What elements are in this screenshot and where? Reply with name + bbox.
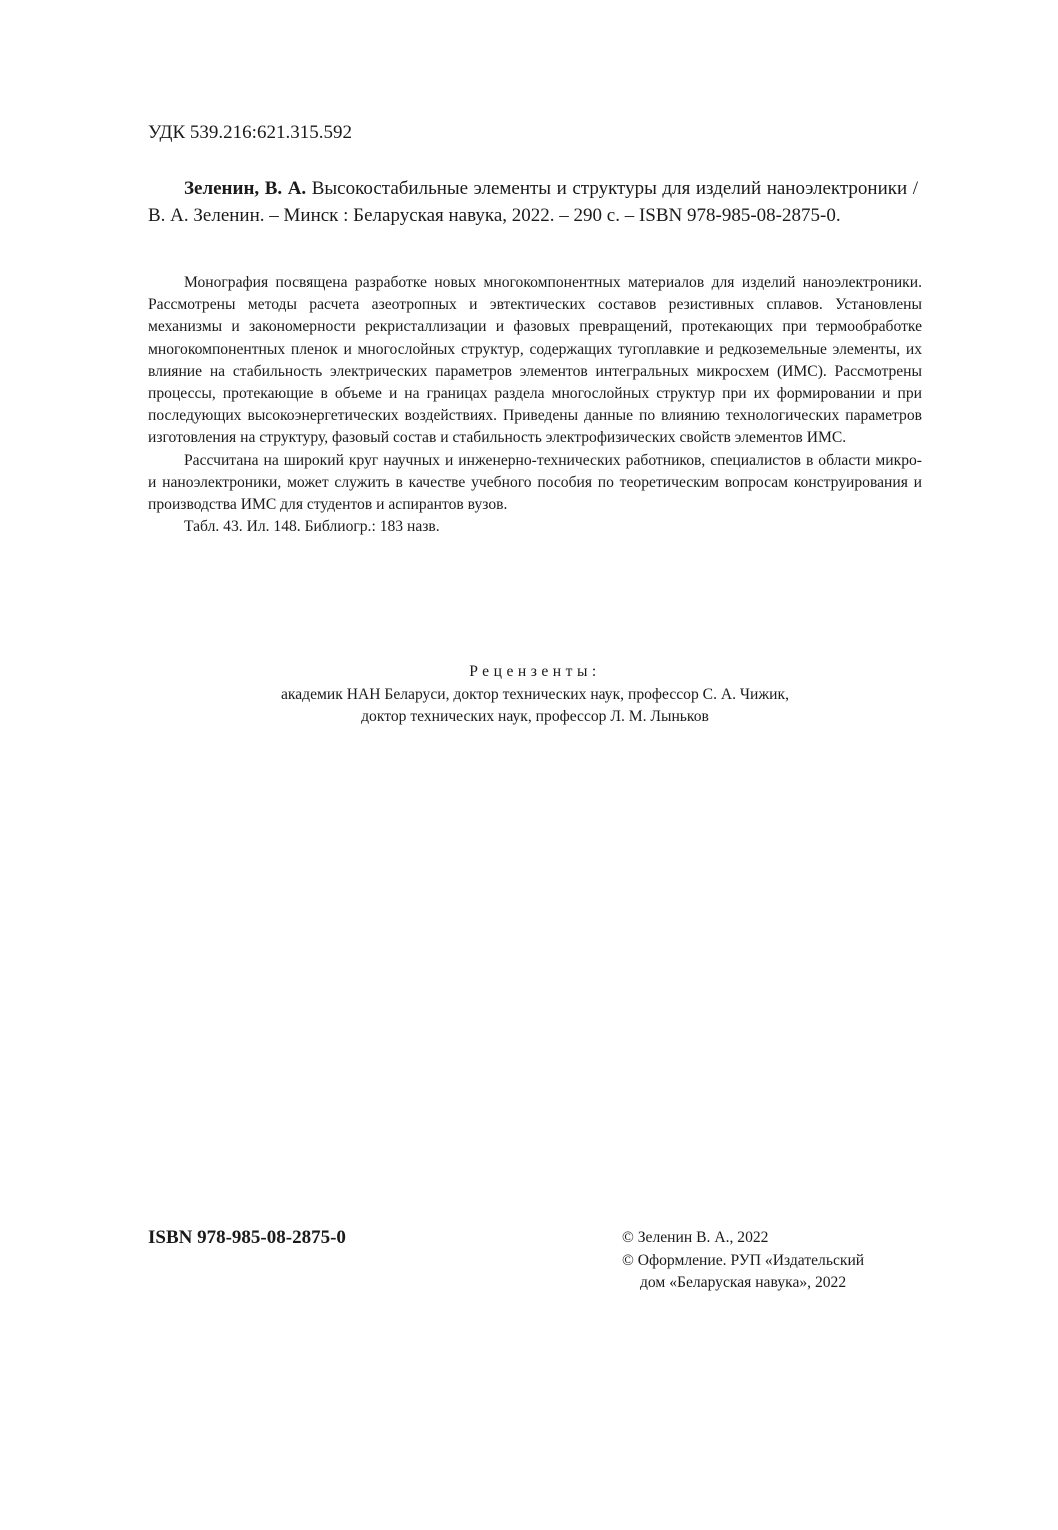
abstract-paragraph-3: Табл. 43. Ил. 148. Библиогр.: 183 назв. xyxy=(184,518,440,536)
isbn: ISBN 978-985-08-2875-0 xyxy=(148,1227,346,1248)
bibliographic-record xyxy=(148,175,918,229)
abstract xyxy=(148,272,922,538)
copyright-design: © Оформление. РУП «Издательский xyxy=(622,1251,865,1269)
copyright-block xyxy=(622,1227,864,1295)
author-name: Зеленин, В. А. xyxy=(184,178,307,199)
reviewers-heading: Рецензенты: xyxy=(469,663,601,680)
abstract-paragraph-1: Монография посвящена разработке новых многокомпонентных материалов для изделий наноэлектроники. Рассмотрены методы расчета азеотропных и эвтектических составов резистивных сплавов. Установлены механизмы и закономерности рекристаллизации и фазовых превращений, протекающих при термообработке многокомпонентных пленок и многослойных структур, содержащих тугоплавкие и редкоземельные элементы, их влияние на стабильность электрических параметров элементов интегральных микросхем (ИМС). Рассмотрены процессы, протекающие в объеме и на границах раздела многослойных структур при их формировании и при последующих высокоэнергетических воздействиях. Приведены данные по влиянию технологических параметров изготовления на структуру, фазовый состав и стабильность электрофизических свойств элементов ИМС. xyxy=(148,274,922,447)
copyright-publisher: дом «Беларуская навука», 2022 xyxy=(640,1274,847,1291)
reviewer-2: доктор технических наук, профессор Л. М. Лыньков xyxy=(361,708,709,725)
reviewers-block xyxy=(148,661,922,729)
bibliographic-description: Высокостабильные элементы и структуры для изделий наноэлектроники / В. А. Зеленин. – Минск : Беларуская навука, 2022. – 290 с. – ISBN 978-985-08-2875-0. xyxy=(148,178,919,226)
udk-code: УДК 539.216:621.315.592 xyxy=(148,122,352,143)
reviewer-1: академик НАН Беларуси, доктор технических наук, профессор С. А. Чижик, xyxy=(280,685,789,703)
copyright-author: © Зеленин В. А., 2022 xyxy=(622,1229,769,1246)
abstract-paragraph-2: Рассчитана на широкий круг научных и инженерно-технических работников, специалистов в области микро- и наноэлектроники, может служить в качестве учебного пособия по теоретическим вопросам конструирования и производства ИМС для студентов и аспирантов вузов. xyxy=(148,451,922,514)
